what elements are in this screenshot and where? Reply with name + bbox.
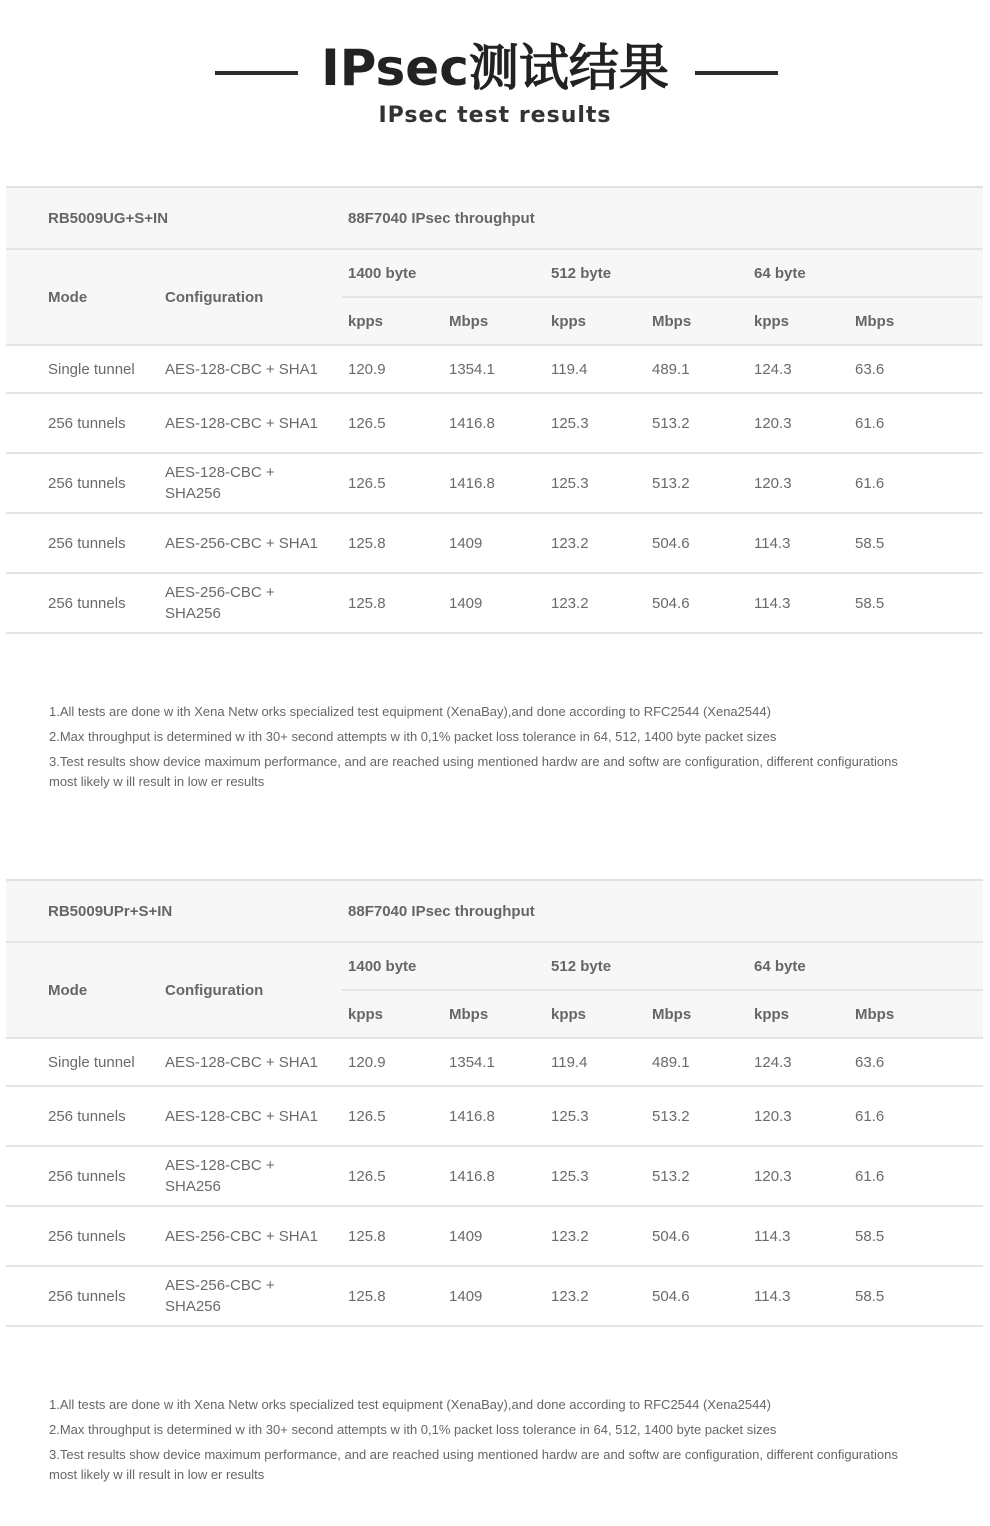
group-header: 64 byte [748, 249, 983, 297]
value-cell: 125.3 [545, 453, 646, 513]
value-cell: 125.3 [545, 1086, 646, 1146]
value-cell: 61.6 [849, 1086, 983, 1146]
mode-cell: 256 tunnels [6, 453, 165, 513]
unit-header: Mbps [849, 990, 983, 1038]
configuration-cell [165, 1086, 342, 1146]
value-cell: 114.3 [748, 1266, 849, 1326]
group-header-row [6, 249, 983, 297]
value-cell: 58.5 [849, 573, 983, 633]
page-subtitle: IPsec test results [378, 103, 612, 128]
table-body [6, 345, 983, 633]
value-cell: 58.5 [849, 513, 983, 573]
value-cell: 1416.8 [443, 393, 545, 453]
table-title-row [6, 880, 983, 942]
table-row [6, 573, 983, 633]
mode-cell: 256 tunnels [6, 1086, 165, 1146]
configuration-cell [165, 1266, 342, 1326]
model-name: RB5009UPr+S+IN [6, 880, 342, 942]
value-cell: 489.1 [646, 1038, 748, 1086]
value-cell: 120.3 [748, 1086, 849, 1146]
page-title: IPsec测试结果 [321, 39, 669, 97]
value-cell: 123.2 [545, 573, 646, 633]
mode-cell: 256 tunnels [6, 513, 165, 573]
unit-header: kpps [545, 990, 646, 1038]
group-header: 512 byte [545, 942, 748, 990]
value-cell: 125.8 [342, 573, 443, 633]
mode-header: Mode [6, 942, 165, 1038]
value-cell: 114.3 [748, 513, 849, 573]
value-cell: 126.5 [342, 1086, 443, 1146]
unit-header: kpps [545, 297, 646, 345]
page-header [0, 0, 990, 150]
test-notes [49, 1395, 929, 1490]
configuration-line: AES-128-CBC + SHA1 [165, 414, 318, 432]
value-cell: 125.3 [545, 393, 646, 453]
value-cell: 1416.8 [443, 1086, 545, 1146]
results-section-1 [0, 186, 990, 806]
value-cell: 125.8 [342, 1266, 443, 1326]
value-cell: 61.6 [849, 1146, 983, 1206]
value-cell: 504.6 [646, 1266, 748, 1326]
value-cell: 114.3 [748, 1206, 849, 1266]
table-row [6, 1206, 983, 1266]
value-cell: 1409 [443, 573, 545, 633]
table-title-row [6, 187, 983, 249]
table-caption: 88F7040 IPsec throughput [342, 187, 983, 249]
unit-header: kpps [342, 990, 443, 1038]
value-cell: 126.5 [342, 453, 443, 513]
value-cell: 123.2 [545, 513, 646, 573]
table-row [6, 453, 983, 513]
configuration-line: AES-128-CBC + SHA1 [165, 360, 318, 378]
configuration-line: AES-256-CBC + [165, 1277, 275, 1294]
results-table [6, 186, 983, 634]
value-cell: 119.4 [545, 345, 646, 393]
configuration-cell [165, 513, 342, 573]
results-table [6, 879, 983, 1327]
configuration-line: AES-128-CBC + [165, 1157, 275, 1174]
unit-header: Mbps [443, 990, 545, 1038]
value-cell: 125.8 [342, 1206, 443, 1266]
mode-cell: 256 tunnels [6, 1266, 165, 1326]
value-cell: 1354.1 [443, 1038, 545, 1086]
configuration-cell [165, 1206, 342, 1266]
configuration-line: SHA256 [165, 485, 221, 502]
value-cell: 123.2 [545, 1206, 646, 1266]
value-cell: 123.2 [545, 1266, 646, 1326]
value-cell: 61.6 [849, 393, 983, 453]
note-2: 2.Max throughput is determined w ith 30+ second attempts w ith 0,1% packet loss tolerance in 64, 512, 1400 byte packet sizes [49, 1422, 777, 1437]
configuration-cell [165, 393, 342, 453]
mode-cell: 256 tunnels [6, 1146, 165, 1206]
mode-cell: 256 tunnels [6, 393, 165, 453]
value-cell: 504.6 [646, 573, 748, 633]
value-cell: 120.3 [748, 393, 849, 453]
table-row [6, 513, 983, 573]
configuration-cell [165, 453, 342, 513]
unit-header: Mbps [443, 297, 545, 345]
value-cell: 513.2 [646, 1146, 748, 1206]
mode-cell: Single tunnel [6, 345, 165, 393]
note-1: 1.All tests are done w ith Xena Netw orks specialized test equipment (XenaBay),and done according to RFC2544 (Xena2544) [49, 1397, 771, 1412]
value-cell: 120.3 [748, 453, 849, 513]
value-cell: 504.6 [646, 1206, 748, 1266]
configuration-cell [165, 1146, 342, 1206]
unit-header: Mbps [849, 297, 983, 345]
value-cell: 125.3 [545, 1146, 646, 1206]
mode-header: Mode [6, 249, 165, 345]
value-cell: 124.3 [748, 345, 849, 393]
value-cell: 513.2 [646, 453, 748, 513]
value-cell: 120.3 [748, 1146, 849, 1206]
value-cell: 1409 [443, 513, 545, 573]
value-cell: 58.5 [849, 1206, 983, 1266]
note-3: 3.Test results show device maximum performance, and are reached using mentioned hardw are and softw are configuration, different configurations most likely w ill result in low er results [49, 754, 898, 789]
model-name: RB5009UG+S+IN [6, 187, 342, 249]
group-header: 1400 byte [342, 249, 545, 297]
group-header: 512 byte [545, 249, 748, 297]
value-cell: 504.6 [646, 513, 748, 573]
value-cell: 120.9 [342, 1038, 443, 1086]
table-row [6, 393, 983, 453]
value-cell: 1416.8 [443, 1146, 545, 1206]
configuration-line: AES-128-CBC + [165, 464, 275, 481]
configuration-header: Configuration [165, 249, 342, 345]
mode-cell: 256 tunnels [6, 1206, 165, 1266]
value-cell: 126.5 [342, 1146, 443, 1206]
test-notes [49, 702, 929, 797]
group-header-row [6, 942, 983, 990]
configuration-line: AES-256-CBC + [165, 584, 275, 601]
group-header: 64 byte [748, 942, 983, 990]
value-cell: 1409 [443, 1206, 545, 1266]
value-cell: 124.3 [748, 1038, 849, 1086]
configuration-line: SHA256 [165, 1298, 221, 1315]
note-3: 3.Test results show device maximum performance, and are reached using mentioned hardw are and softw are configuration, different configurations most likely w ill result in low er results [49, 1447, 898, 1482]
unit-header: Mbps [646, 990, 748, 1038]
value-cell: 125.8 [342, 513, 443, 573]
value-cell: 61.6 [849, 453, 983, 513]
value-cell: 63.6 [849, 1038, 983, 1086]
configuration-cell [165, 345, 342, 393]
value-cell: 119.4 [545, 1038, 646, 1086]
table-row [6, 1038, 983, 1086]
configuration-cell [165, 573, 342, 633]
mode-cell: Single tunnel [6, 1038, 165, 1086]
table-body [6, 1038, 983, 1326]
unit-header: Mbps [646, 297, 748, 345]
configuration-cell [165, 1038, 342, 1086]
mode-cell: 256 tunnels [6, 573, 165, 633]
configuration-line: SHA256 [165, 1178, 221, 1195]
value-cell: 1409 [443, 1266, 545, 1326]
note-1: 1.All tests are done w ith Xena Netw orks specialized test equipment (XenaBay),and done according to RFC2544 (Xena2544) [49, 704, 771, 719]
table-row [6, 1086, 983, 1146]
configuration-header: Configuration [165, 942, 342, 1038]
unit-header: kpps [748, 297, 849, 345]
configuration-line: AES-128-CBC + SHA1 [165, 1107, 318, 1125]
value-cell: 1354.1 [443, 345, 545, 393]
value-cell: 1416.8 [443, 453, 545, 513]
unit-header: kpps [342, 297, 443, 345]
table-row [6, 1146, 983, 1206]
value-cell: 114.3 [748, 573, 849, 633]
value-cell: 513.2 [646, 1086, 748, 1146]
configuration-line: AES-128-CBC + SHA1 [165, 1053, 318, 1071]
note-2: 2.Max throughput is determined w ith 30+ second attempts w ith 0,1% packet loss tolerance in 64, 512, 1400 byte packet sizes [49, 729, 777, 744]
table-row [6, 1266, 983, 1326]
configuration-line: SHA256 [165, 605, 221, 622]
results-section-2 [0, 879, 990, 1499]
configuration-line: AES-256-CBC + SHA1 [165, 1227, 318, 1245]
value-cell: 513.2 [646, 393, 748, 453]
value-cell: 120.9 [342, 345, 443, 393]
value-cell: 126.5 [342, 393, 443, 453]
configuration-line: AES-256-CBC + SHA1 [165, 534, 318, 552]
value-cell: 58.5 [849, 1266, 983, 1326]
value-cell: 489.1 [646, 345, 748, 393]
table-caption: 88F7040 IPsec throughput [342, 880, 983, 942]
value-cell: 63.6 [849, 345, 983, 393]
table-row [6, 345, 983, 393]
group-header: 1400 byte [342, 942, 545, 990]
unit-header: kpps [748, 990, 849, 1038]
